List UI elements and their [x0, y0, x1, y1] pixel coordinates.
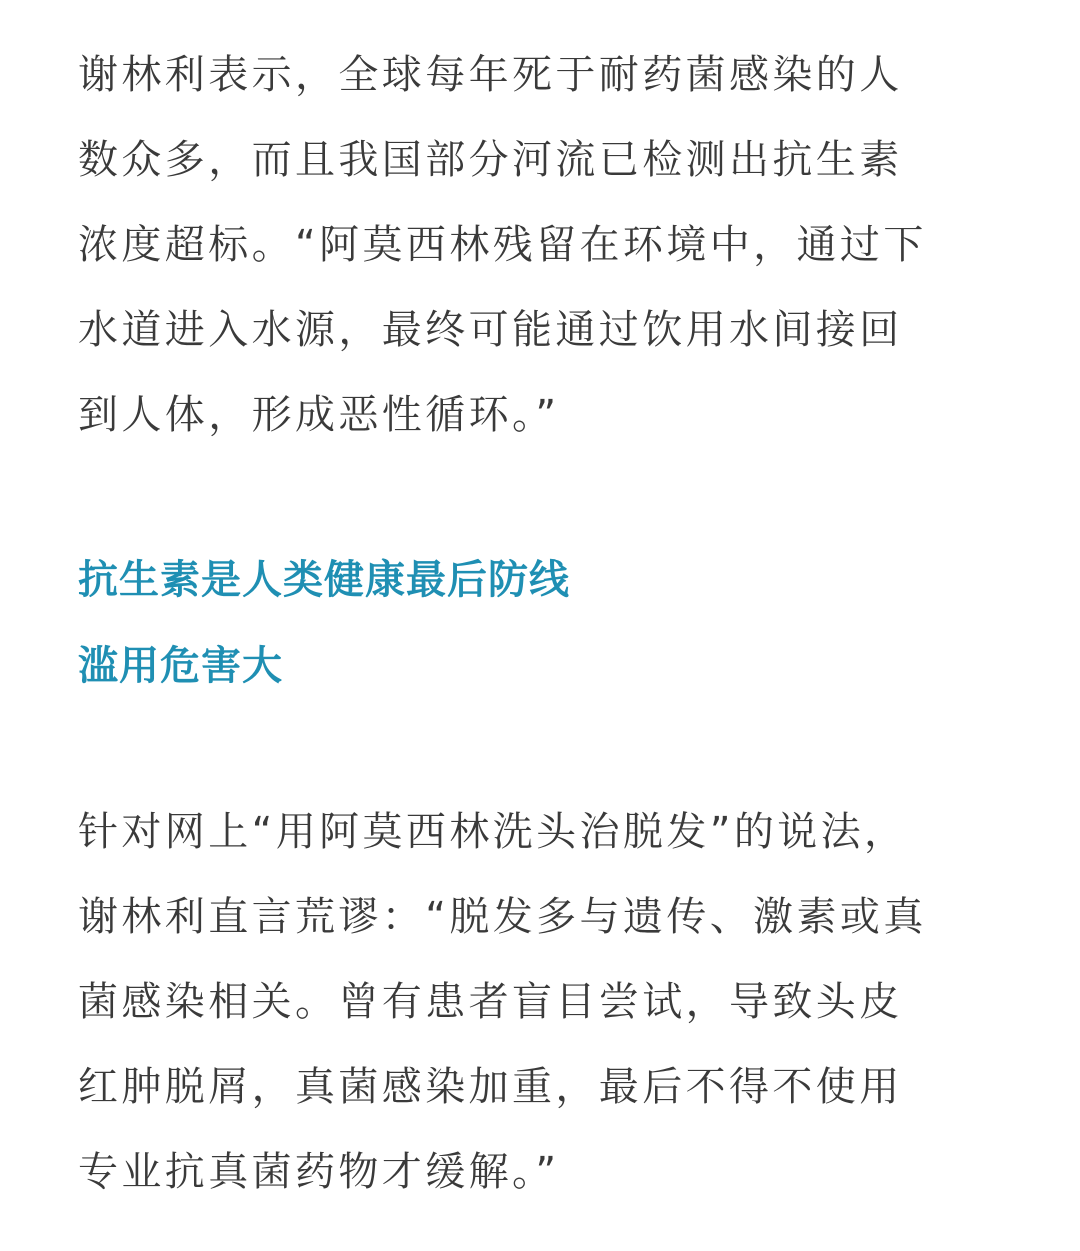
paragraph-line: 专业抗真菌药物才缓解。” — [78, 1149, 560, 1195]
paragraph-line: 到人体，形成恶性循环。” — [78, 392, 560, 438]
paragraph-line: 谢林利表示，全球每年死于耐药菌感染的人 — [78, 52, 903, 98]
heading-line: 滥用危害大 — [78, 643, 283, 689]
article-paragraph-1 — [78, 33, 927, 458]
heading-line: 抗生素是人类健康最后防线 — [78, 557, 570, 603]
paragraph-line: 菌感染相关。曾有患者盲目尝试，导致头皮 — [78, 979, 903, 1025]
article-paragraph-2 — [78, 790, 927, 1215]
paragraph-line: 水道进入水源，最终可能通过饮用水间接回 — [78, 307, 903, 353]
section-heading — [78, 537, 570, 709]
paragraph-line: 红肿脱屑，真菌感染加重，最后不得不使用 — [78, 1064, 903, 1110]
paragraph-line: 针对网上“用阿莫西林洗头治脱发”的说法， — [78, 809, 908, 855]
paragraph-line: 浓度超标。“阿莫西林残留在环境中，通过下 — [78, 222, 927, 268]
paragraph-line: 数众多，而且我国部分河流已检测出抗生素 — [78, 137, 903, 183]
paragraph-line: 谢林利直言荒谬：“脱发多与遗传、激素或真 — [78, 894, 927, 940]
